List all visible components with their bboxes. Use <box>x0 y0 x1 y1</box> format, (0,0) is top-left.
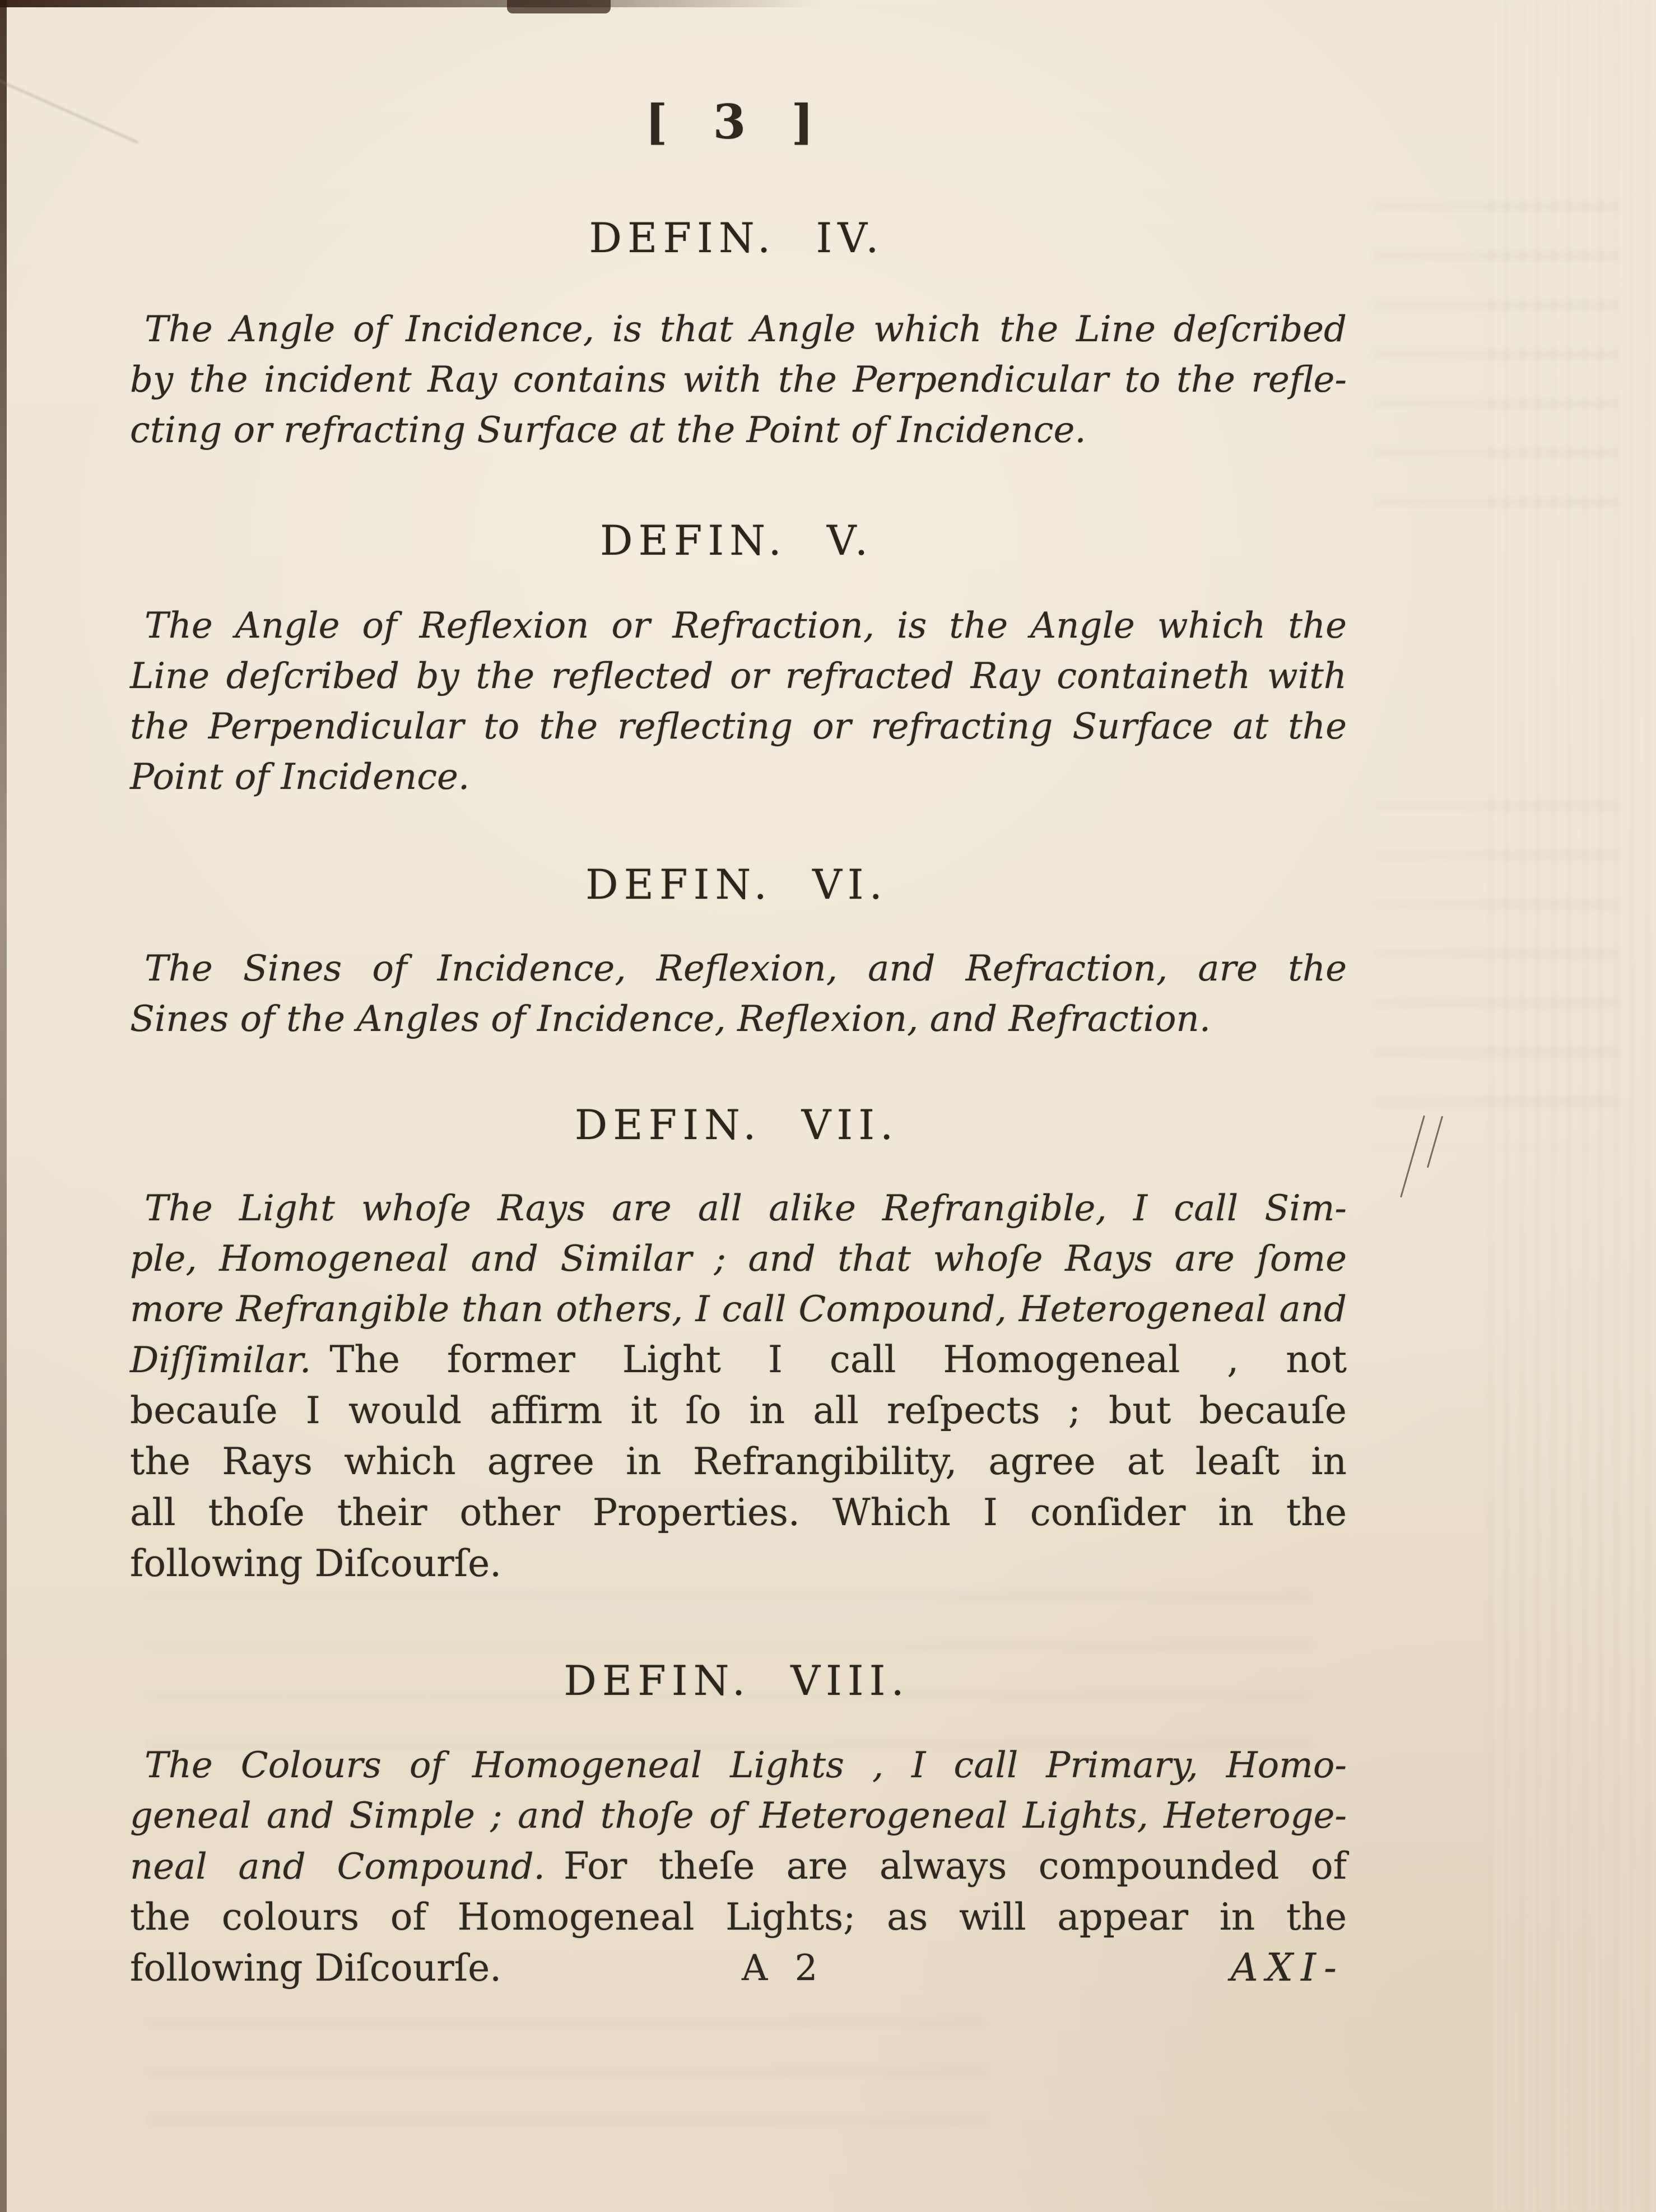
text-segment: more Refrangible than others, I call Compound, Heterogeneal and <box>130 1289 1347 1330</box>
definition-paragraph <box>130 944 1347 1044</box>
signature-mark: A 2 <box>742 1948 826 1989</box>
text-segment: the colours of Homogeneal Lights; as will appear in the <box>130 1895 1347 1939</box>
text-line <box>130 1791 1347 1841</box>
text-line <box>130 701 1347 752</box>
scan-edge-left <box>0 0 7 2212</box>
paper-crease <box>0 71 138 143</box>
text-segment: Point of Incidence. <box>130 756 470 798</box>
text-segment: The Light whoſe Rays are all alike Refrangible, I call Sim- <box>145 1188 1347 1229</box>
text-segment: neal and Compound. <box>130 1846 545 1888</box>
text-line <box>130 355 1347 405</box>
text-segment: following Diſcourſe. <box>130 1946 502 1990</box>
text-line <box>130 1539 1347 1590</box>
show-through-text <box>146 2017 986 2151</box>
definition-heading: DEFIN. IV. <box>589 215 885 262</box>
text-segment: The Angle of Incidence, is that Angle which the Line deſcribed <box>145 309 1347 350</box>
text-line <box>130 405 1347 456</box>
definition-paragraph <box>130 1740 1347 1994</box>
definition-heading: DEFIN. V. <box>599 517 874 565</box>
scan-edge-top <box>0 0 818 7</box>
text-segment: The former Light I call Homogeneal , not <box>311 1338 1347 1381</box>
text-line <box>130 1437 1347 1488</box>
text-segment: becauſe I would affirm it ſo in all reſpects ; but becauſe <box>130 1389 1347 1432</box>
definition-paragraph <box>130 304 1347 456</box>
text-line <box>130 1943 1347 1994</box>
definition-heading: DEFIN. VIII. <box>564 1657 910 1705</box>
text-segment: Diſſimilar. <box>130 1340 311 1381</box>
text-line <box>130 1234 1347 1284</box>
text-segment: by the incident Ray contains with the Perpendicular to the refle- <box>130 359 1347 401</box>
text-line <box>130 1335 1347 1386</box>
definition-paragraph <box>130 1183 1347 1590</box>
show-through-text <box>1373 202 1619 515</box>
text-line <box>130 1892 1347 1943</box>
catchword: AXI- <box>1230 1946 1345 1990</box>
text-line <box>130 944 1347 994</box>
scan-edge-nub <box>507 0 611 13</box>
text-segment: ple, Homogeneal and Similar ; and that whoſe Rays are ſome <box>130 1238 1347 1280</box>
show-through-text <box>1373 801 1619 1149</box>
text-line <box>130 752 1347 802</box>
text-line <box>130 994 1347 1044</box>
text-segment: all thoſe their other Properties. Which I conſider in the <box>130 1491 1347 1534</box>
text-segment: Sines of the Angles of Incidence, Reflexion, and Refraction. <box>130 998 1211 1040</box>
text-line <box>130 1488 1347 1539</box>
definition-paragraph <box>130 601 1347 802</box>
text-line <box>130 304 1347 355</box>
text-line <box>130 1183 1347 1234</box>
text-segment: the Rays which agree in Refrangibility, agree at leaſt in <box>130 1440 1347 1483</box>
text-line <box>130 1386 1347 1437</box>
text-segment: following Diſcourſe. <box>130 1542 502 1585</box>
text-segment: cting or refracting Surface at the Point of Incidence. <box>130 410 1086 451</box>
text-line <box>130 1284 1347 1335</box>
text-segment: For theſe are always compounded of <box>545 1844 1347 1888</box>
text-segment: geneal and Simple ; and thoſe of Heterogeneal Lights, Heteroge- <box>130 1795 1347 1837</box>
page-number: [ 3 ] <box>645 94 829 150</box>
definition-heading: DEFIN. VII. <box>574 1102 899 1149</box>
text-segment: The Angle of Reflexion or Refraction, is the Angle which the <box>145 605 1347 647</box>
text-line <box>130 601 1347 651</box>
text-line <box>130 1740 1347 1791</box>
text-segment: The Sines of Incidence, Reflexion, and Refraction, are the <box>145 948 1347 989</box>
text-line <box>130 1841 1347 1892</box>
text-segment: the Perpendicular to the reflecting or refracting Surface at the <box>130 706 1347 747</box>
text-segment: The Colours of Homogeneal Lights , I call Primary, Homo- <box>145 1745 1347 1786</box>
text-segment: Line deſcribed by the reflected or refracted Ray containeth with <box>130 656 1347 697</box>
text-line <box>130 651 1347 701</box>
definition-heading: DEFIN. VI. <box>585 861 888 909</box>
